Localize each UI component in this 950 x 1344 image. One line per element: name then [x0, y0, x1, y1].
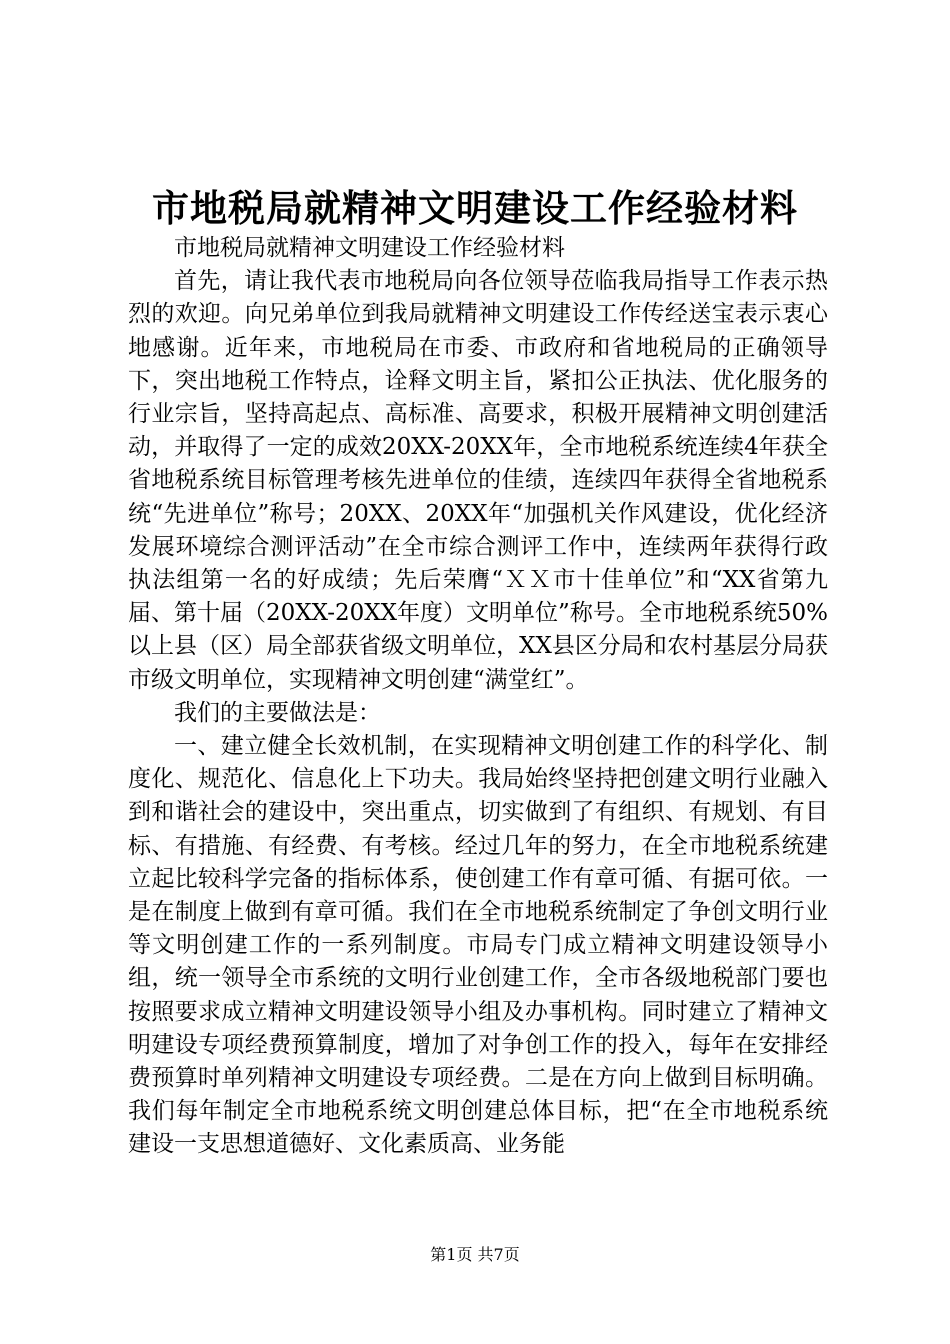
paragraph-subtitle: 市地税局就精神文明建设工作经验材料: [174, 235, 565, 261]
paragraph-main-methods: 我们的主要做法是：: [174, 699, 381, 726]
document-body: [128, 232, 828, 1162]
paragraph-section-one: 一、建立健全长效机制，在实现精神文明创建工作的科学化、制度化、规范化、信息化上下功夫。我局始终坚持把创建文明行业融入到和谐社会的建设中，突出重点，切实做到了有组织、有规划、有目标、有措施、有经费、有考核。经过几年的努力，在全市地税系统建立起比较科学完备的指标体系，使创建工作有章可循、有据可依。一是在制度上做到有章可循。我们在全市地税系统制定了争创文明行业等文明创建工作的一系列制度。市局专门成立精神文明建设领导小组，统一领导全市系统的文明行业创建工作，全市各级地税部门要也按照要求成立精神文明建设领导小组及办事机构。同时建立了精神文明建设专项经费预算制度，增加了对争创工作的投入，每年在安排经费预算时单列精神文明建设专项经费。二是在方向上做到目标明确。我们每年制定全市地税系统文明创建总体目标，把“在全市地税系统建设一支思想道德好、文化素质高、业务能: [128, 733, 828, 1158]
document-title: 市地税局就精神文明建设工作经验材料: [152, 186, 798, 230]
paragraph-intro: 首先，请让我代表市地税局向各位领导莅临我局指导工作表示热烈的欢迎。向兄弟单位到我局就精神文明建设工作传经送宝表示衷心地感谢。近年来，市地税局在市委、市政府和省地税局的正确领导下，突出地税工作特点，诠释文明主旨，紧扣公正执法、优化服务的行业宗旨，坚持高起点、高标准、高要求，积极开展精神文明创建活动，并取得了一定的成效20XX-20XX年，全市地税系统连续4年获全省地税系统目标管理考核先进单位的佳绩，连续四年获得全省地税系统“先进单位”称号；20XX、20XX年“加强机关作风建设，优化经济发展环境综合测评活动”在全市综合测评工作中，连续两年获得行政执法组第一名的好成绩；先后荣膺“ＸＸ市十佳单位”和“XX省第九届、第十届（20XX-20XX年度）文明单位”称号。全市地税系统50%以上县（区）局全部获省级文明单位，XX县区分局和农村基层分局获市级文明单位，实现精神文明创建“满堂红”。: [128, 268, 828, 693]
page-footer: 第1页 共7页: [430, 1245, 520, 1264]
